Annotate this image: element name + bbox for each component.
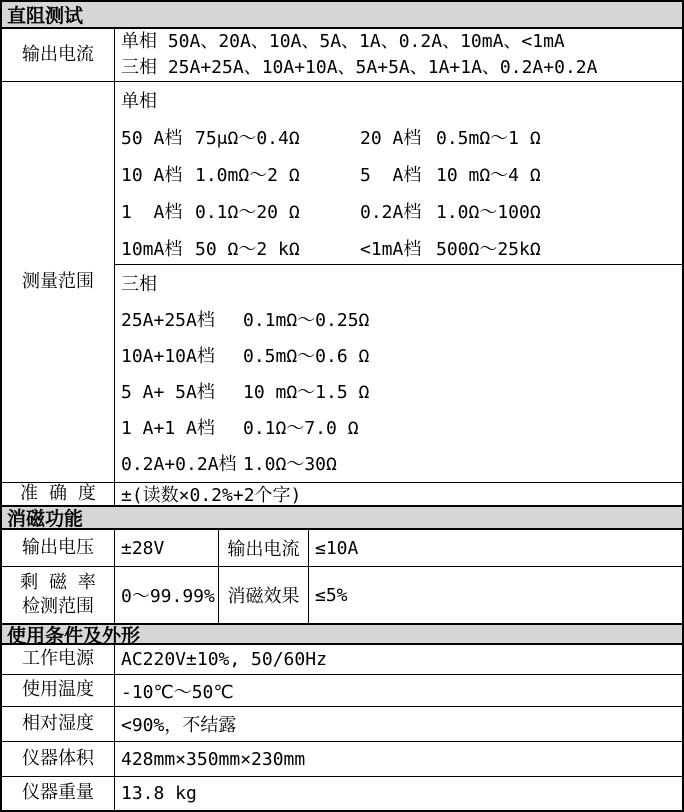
weight-value: 13.8 kg (121, 783, 197, 804)
row-power-supply (2, 645, 682, 675)
row-remanence-effect (2, 567, 682, 625)
range-value: 0.1Ω～7.0 Ω (243, 418, 359, 439)
row-output-current (2, 29, 682, 82)
range-line (121, 155, 682, 192)
range-tap: 5 A+ 5A档 (121, 382, 215, 403)
row-weight (2, 777, 682, 810)
range-tap: 0.2A+0.2A档 (121, 454, 237, 475)
output-current-values (115, 29, 682, 81)
demag-effect-value: ≤5% (315, 584, 348, 606)
row-demag-voltage-current (2, 530, 682, 567)
section-header-dc-test (2, 2, 682, 29)
range-value: 1.0mΩ～2 Ω (195, 164, 300, 186)
section-header-conditions (2, 625, 682, 645)
range-tap: 50 A档 (121, 127, 183, 149)
temperature-value: -10℃～50℃ (121, 681, 234, 703)
range-value: 500Ω～25kΩ (436, 238, 541, 260)
dimensions-value: 428mm×350mm×230mm (121, 748, 306, 770)
remanence-label-line2: 检测范围 (22, 596, 94, 617)
range-value: 75μΩ～0.4Ω (195, 127, 300, 149)
row-humidity (2, 707, 682, 742)
range-value: 1.0Ω～30Ω (243, 454, 337, 475)
range-value: 0.1mΩ～0.25Ω (243, 310, 370, 331)
range-tap: 20 A档 (360, 127, 422, 149)
range-value: 50 Ω～2 kΩ (195, 238, 300, 260)
remanence-label (2, 567, 115, 623)
power-supply-value: AC220V±10%, 50/60Hz (121, 649, 327, 670)
range-line (121, 445, 682, 481)
range-line (121, 409, 682, 445)
measure-range-values (115, 82, 682, 482)
range-tap: 10 A档 (121, 164, 183, 186)
range-line (121, 192, 682, 229)
accuracy-value: ±(读数×0.2%+2个字) (121, 485, 302, 506)
single-phase-block (115, 82, 682, 265)
output-current-single-phase: 单相 50A、20A、10A、5A、1A、0.2A、10mA、<1mA (121, 31, 565, 52)
section-header-demag (2, 507, 682, 530)
temperature-label: 使用温度 (2, 675, 115, 706)
range-value: 10 mΩ～1.5 Ω (243, 382, 370, 403)
range-line (121, 301, 682, 337)
output-current-label: 输出电流 (2, 29, 115, 81)
remanence-label-line1: 剩 磁 率 (20, 571, 96, 593)
output-current-three-phase: 三相 25A+25A、10A+10A、5A+5A、1A+1A、0.2A+0.2A (121, 57, 598, 78)
demag-current-label: 输出电流 (219, 530, 309, 566)
dimensions-label: 仪器体积 (2, 742, 115, 776)
row-measure-range (2, 82, 682, 483)
demag-voltage-value: ±28V (115, 530, 219, 566)
measure-range-label: 测量范围 (2, 82, 115, 482)
section-title: 消磁功能 (7, 508, 84, 530)
section-title: 直阻测试 (7, 5, 84, 27)
range-tap: 10mA档 (121, 238, 183, 260)
range-tap: 5 A档 (360, 164, 422, 186)
accuracy-label: 准 确 度 (2, 483, 115, 505)
range-line (121, 373, 682, 409)
demag-current-value: ≤10A (315, 537, 359, 559)
range-line (121, 118, 682, 155)
range-value: 1.0Ω～100Ω (436, 201, 541, 223)
single-phase-title: 单相 (121, 91, 157, 112)
power-supply-label: 工作电源 (2, 645, 115, 674)
demag-voltage-label: 输出电压 (2, 530, 115, 566)
section-title: 使用条件及外形 (7, 624, 141, 647)
range-value: 0.1Ω～20 Ω (195, 201, 300, 223)
three-phase-title: 三相 (121, 274, 157, 295)
humidity-value: <90%，不结露 (121, 715, 237, 736)
range-value: 0.5mΩ～0.6 Ω (243, 346, 370, 367)
range-value: 0.5mΩ～1 Ω (436, 127, 541, 149)
range-line (121, 229, 682, 266)
range-tap: 1 A档 (121, 201, 183, 223)
demag-effect-label: 消磁效果 (219, 567, 309, 623)
row-temperature (2, 675, 682, 707)
range-tap: <1mA档 (360, 238, 422, 260)
range-tap: 0.2A档 (360, 201, 422, 223)
remanence-range-value: 0～99.99% (115, 567, 219, 623)
row-accuracy (2, 483, 682, 507)
range-tap: 25A+25A档 (121, 310, 215, 331)
range-value: 10 mΩ～4 Ω (436, 164, 541, 186)
three-phase-block (115, 265, 682, 482)
row-dimensions (2, 742, 682, 777)
range-tap: 1 A+1 A档 (121, 418, 215, 439)
humidity-label: 相对湿度 (2, 707, 115, 741)
weight-label: 仪器重量 (2, 777, 115, 810)
range-tap: 10A+10A档 (121, 346, 215, 367)
range-line (121, 337, 682, 373)
